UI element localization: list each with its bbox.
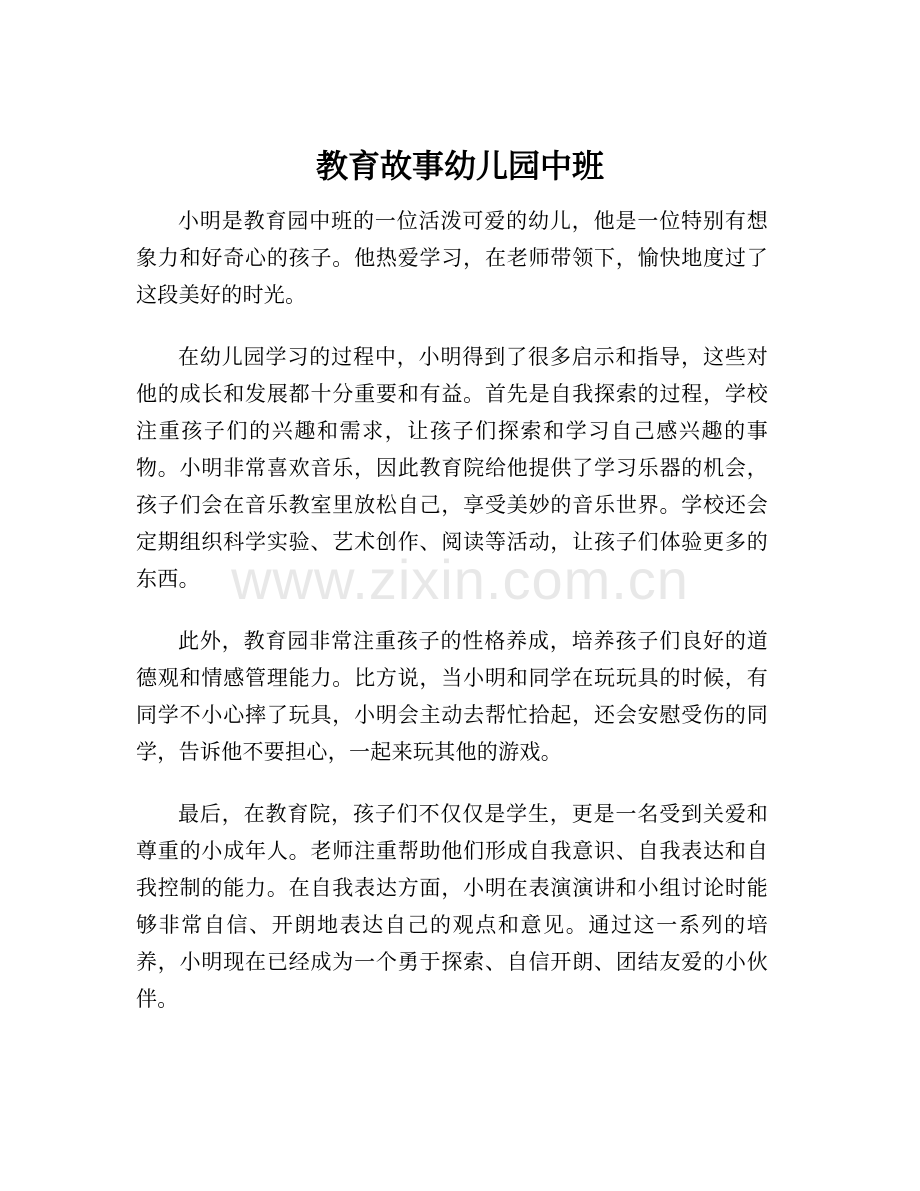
paragraph-4: 最后，在教育院，孩子们不仅仅是学生，更是一名受到关爱和尊重的小成年人。老师注重帮助他们形成自我意识、自我表达和自我控制的能力。在自我表达方面，小明在表演演讲和小组讨论时能够非常自信、开朗地表达自己的观点和意见。通过这一系列的培养，小明现在已经成为一个勇于探索、自信开朗、团结友爱的小伙伴。 bbox=[136, 802, 768, 1011]
paragraph-3: 此外，教育园非常注重孩子的性格养成，培养孩子们良好的道德观和情感管理能力。比方说，当小明和同学在玩玩具的时候，有同学不小心摔了玩具，小明会主动去帮忙拾起，还会安慰受伤的同学，告诉他不要担心，一起来玩其他的游戏。 bbox=[136, 629, 768, 764]
watermark: www.zixin.com.cn bbox=[231, 548, 689, 611]
document-body bbox=[136, 203, 768, 1043]
paragraph-1: 小明是教育园中班的一位活泼可爱的幼儿，他是一位特别有想象力和好奇心的孩子。他热爱学习，在老师带领下，愉快地度过了这段美好的时光。 bbox=[136, 209, 768, 307]
document-title: 教育故事幼儿园中班 bbox=[315, 147, 604, 185]
paragraph-2: 在幼儿园学习的过程中，小明得到了很多启示和指导，这些对他的成长和发展都十分重要和有益。首先是自我探索的过程，学校注重孩子们的兴趣和需求，让孩子们探索和学习自己感兴趣的事物。小明非常喜欢音乐，因此教育院给他提供了学习乐器的机会，孩子们会在音乐教室里放松自己，享受美妙的音乐世界。学校还会定期组织科学实验、艺术创作、阅读等活动，让孩子们体验更多的东西。 bbox=[136, 345, 768, 591]
